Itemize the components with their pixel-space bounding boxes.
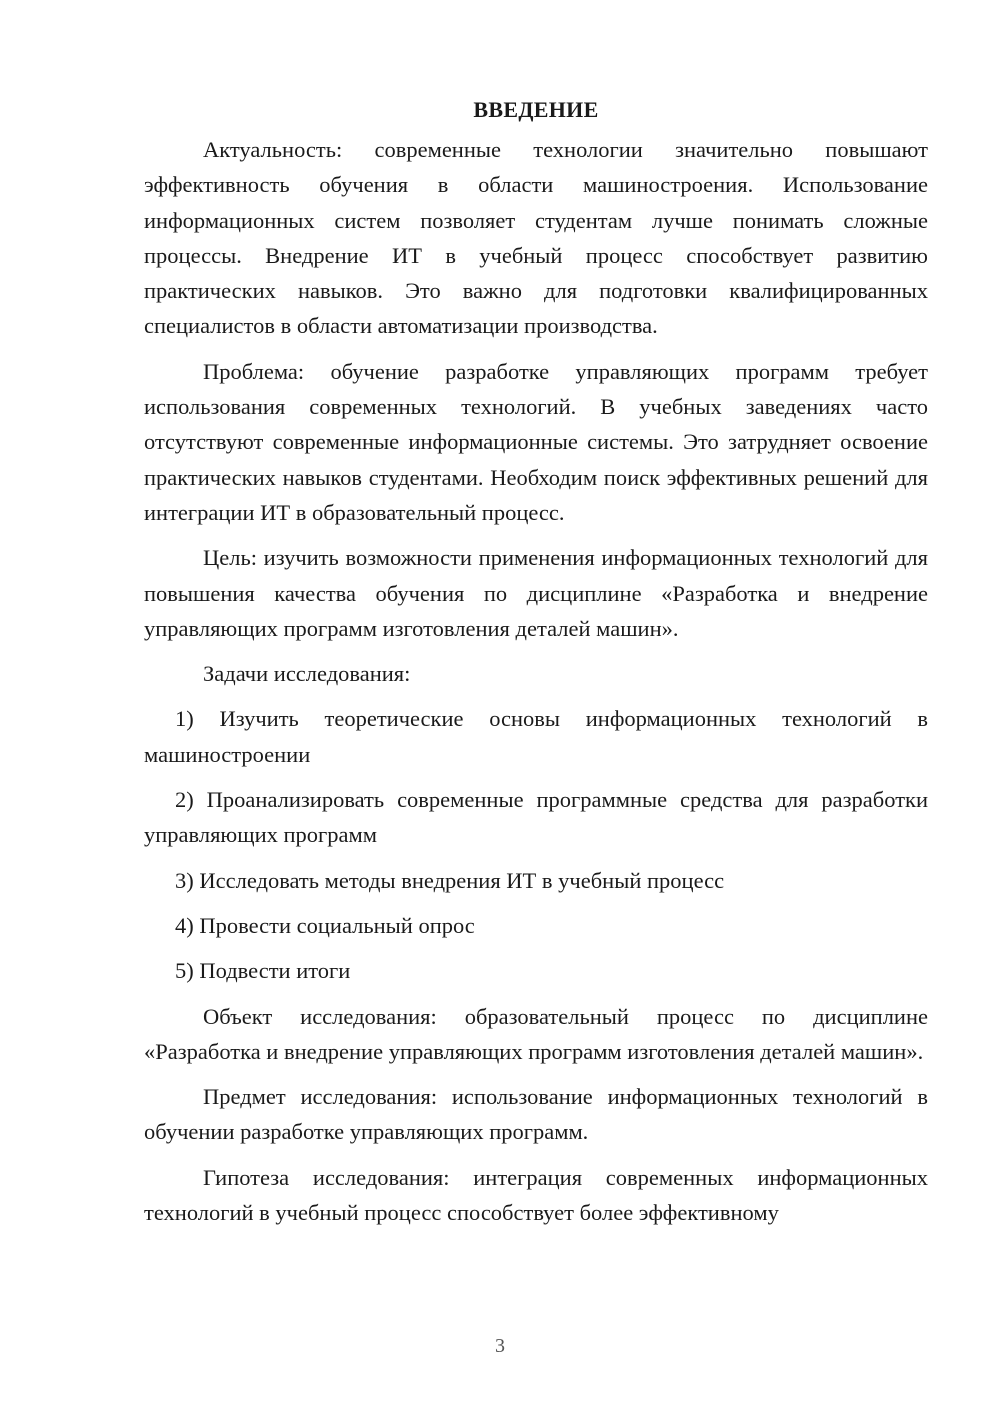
document-page [144,92,928,1240]
task-item-3: 3) Исследовать методы внедрения ИТ в учебный процесс [175,867,725,893]
page-title: ВВЕДЕНИЕ [473,97,599,122]
paragraph-hypothesis: Гипотеза исследования: интеграция современных информационных технологий в учебный процесс способствует более эффективному [144,1164,928,1226]
task-item-2: 2) Проанализировать современные программные средства для разработки управляющих программ [144,787,928,848]
task-item-1: 1) Изучить теоретические основы информационных технологий в машиностроении [144,706,928,767]
task-item-4: 4) Провести социальный опрос [175,912,475,938]
page-number: 3 [495,1335,505,1357]
paragraph-problem: Проблема: обучение разработке управляющих программ требует использования современных технологий. В учебных заведениях часто отсутствуют современные информационные системы. Это затрудняет освоение практических навыков студентами. Необходим поиск эффективных решений для интеграции ИТ в образовательный процесс. [144,358,928,525]
task-item-5: 5) Подвести итоги [175,958,351,984]
paragraph-object: Объект исследования: образовательный процесс по дисциплине «Разработка и внедрение управляющих программ изготовления деталей машин». [144,1003,928,1064]
paragraph-subject: Предмет исследования: использование информационных технологий в обучении разработке управляющих программ. [144,1084,928,1145]
tasks-heading: Задачи исследования: [203,661,411,687]
paragraph-relevance: Актуальность: современные технологии значительно повышают эффективность обучения в области машиностроения. Использование информационных систем позволяет студентам лучше понимать сложные процессы. Внедрение ИТ в учебный процесс способствует развитию практических навыков. Это важно для подготовки квалифицированных специалистов в области автоматизации производства. [144,137,928,339]
paragraph-goal: Цель: изучить возможности применения информационных технологий для повышения качества обучения по дисциплине «Разработка и внедрение управляющих программ изготовления деталей машин». [144,545,928,641]
